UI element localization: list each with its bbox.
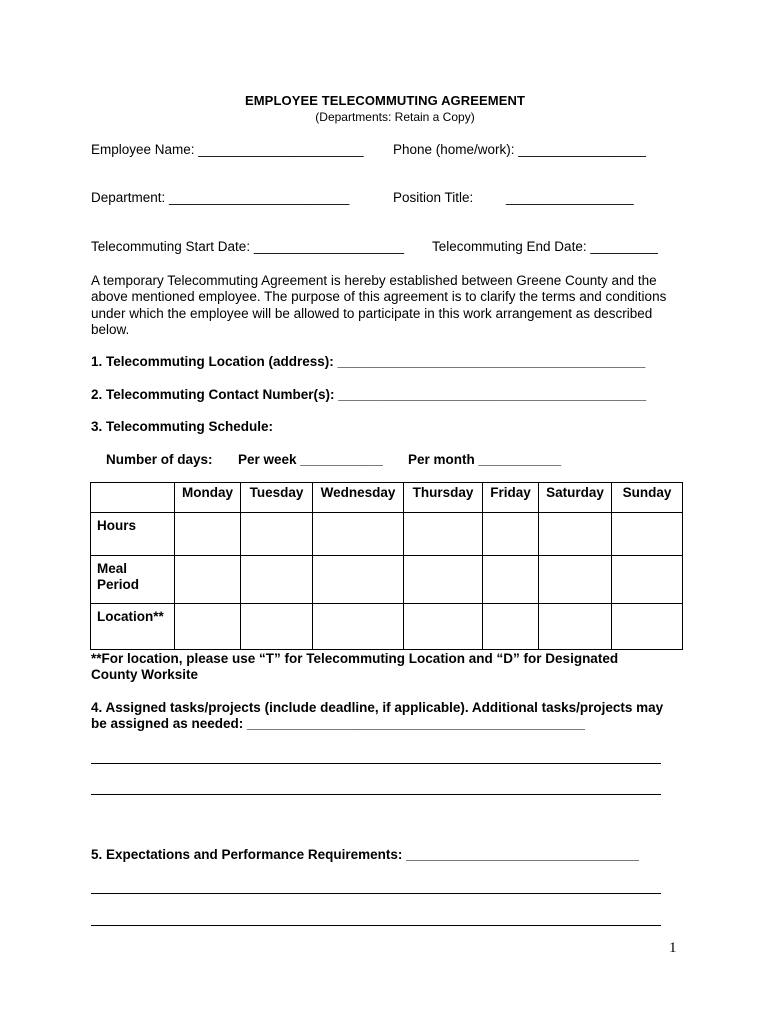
employee-name-field[interactable]: Employee Name: ______________________ (91, 142, 364, 157)
schedule-cell[interactable] (175, 556, 241, 603)
row-label-hours: Hours (91, 512, 175, 555)
row-label-meal-period: Meal Period (91, 556, 175, 603)
expectations-answer-line[interactable] (91, 925, 661, 926)
position-title-field[interactable]: _________________ (506, 190, 634, 205)
schedule-cell[interactable] (241, 512, 313, 555)
page-number: 1 (669, 940, 677, 956)
day-header: Thursday (404, 483, 483, 513)
position-title-label: Position Title: (393, 190, 474, 205)
schedule-cell[interactable] (313, 603, 404, 649)
schedule-cell[interactable] (404, 556, 483, 603)
location-address-field[interactable]: 1. Telecommuting Location (address): _________________________________________ (91, 354, 646, 369)
day-header: Tuesday (241, 483, 313, 513)
contact-number-field[interactable]: 2. Telecommuting Contact Number(s): _________________________________________ (91, 387, 647, 402)
location-footnote: **For location, please use “T” for Telecommuting Location and “D” for Designated County Worksite (91, 651, 619, 682)
document-subtitle: (Departments: Retain a Copy) (315, 110, 475, 124)
schedule-cell[interactable] (483, 603, 539, 649)
intro-paragraph: A temporary Telecommuting Agreement is hereby established between Greene County and the above mentioned employee. The purpose of this agreement is to clarify the terms and conditions under which the employee will be allowed to participate in this work arrangement as described below. (91, 273, 667, 337)
tasks-answer-line[interactable] (91, 763, 661, 764)
schedule-cell[interactable] (313, 512, 404, 555)
schedule-row-location (91, 603, 683, 649)
schedule-cell[interactable] (241, 556, 313, 603)
schedule-cell[interactable] (241, 603, 313, 649)
day-header: Saturday (539, 483, 612, 513)
end-date-field[interactable]: Telecommuting End Date: _________ (432, 239, 658, 254)
schedule-cell[interactable] (313, 556, 404, 603)
day-header: Friday (483, 483, 539, 513)
expectations-answer-line[interactable] (91, 893, 661, 894)
schedule-cell[interactable] (175, 603, 241, 649)
schedule-cell[interactable] (404, 512, 483, 555)
schedule-table (90, 482, 683, 650)
document-title: EMPLOYEE TELECOMMUTING AGREEMENT (244, 93, 526, 108)
schedule-row-hours (91, 512, 683, 555)
row-label-location: Location** (91, 603, 175, 649)
schedule-cell[interactable] (483, 512, 539, 555)
day-header: Sunday (612, 483, 683, 513)
schedule-heading: 3. Telecommuting Schedule: (91, 419, 274, 434)
phone-field[interactable]: Phone (home/work): _________________ (393, 142, 646, 157)
day-header: Monday (175, 483, 241, 513)
start-date-field[interactable]: Telecommuting Start Date: ____________________ (91, 239, 404, 254)
department-field[interactable]: Department: ________________________ (91, 190, 350, 205)
schedule-header-row (91, 483, 683, 513)
tasks-answer-line[interactable] (91, 794, 661, 795)
schedule-cell[interactable] (539, 512, 612, 555)
day-header: Wednesday (313, 483, 404, 513)
schedule-cell[interactable] (612, 512, 683, 555)
number-of-days-label: Number of days: (106, 452, 213, 467)
schedule-cell[interactable] (612, 603, 683, 649)
schedule-row-meal (91, 556, 683, 603)
schedule-cell[interactable] (612, 556, 683, 603)
schedule-cell[interactable] (539, 556, 612, 603)
per-month-field[interactable]: Per month ___________ (408, 452, 562, 467)
schedule-cell[interactable] (539, 603, 612, 649)
schedule-cell[interactable] (404, 603, 483, 649)
schedule-cell[interactable] (483, 556, 539, 603)
schedule-cell[interactable] (175, 512, 241, 555)
assigned-tasks-field[interactable]: 4. Assigned tasks/projects (include deadline, if applicable). Additional tasks/projects may be assigned as needed: _____________________________________________ (91, 700, 664, 731)
per-week-field[interactable]: Per week ___________ (238, 452, 383, 467)
expectations-field[interactable]: 5. Expectations and Performance Requirements: _______________________________ (91, 847, 639, 862)
schedule-corner-cell (91, 483, 175, 513)
